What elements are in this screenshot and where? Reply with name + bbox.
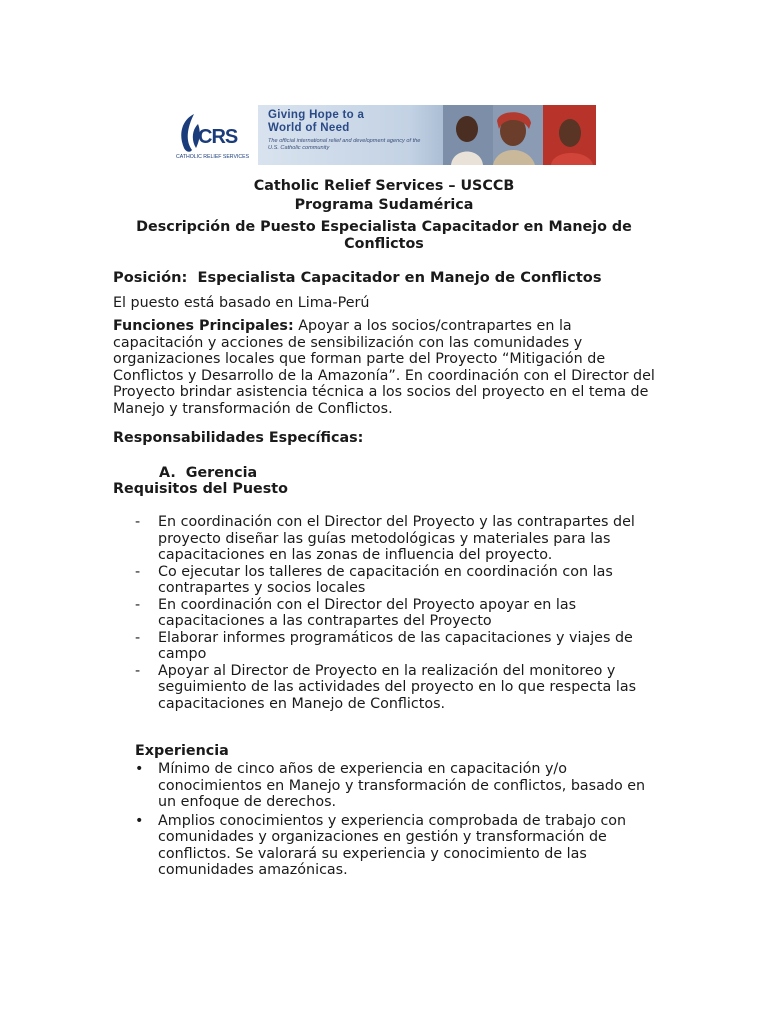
experience-heading: Experiencia [135,743,229,759]
section-a-label: Gerencia [185,465,258,481]
title-organization: Catholic Relief Services – USCCB [253,178,515,194]
header [176,105,596,165]
dash-marker: - [135,596,141,613]
list-item [135,630,660,663]
functions-label: Funciones Principales: [113,318,294,334]
list-item-text: Amplios conocimientos y experiencia comprobada de trabajo con comunidades y organizaciones en gestión y transformación de conflictos. Se valorará su experiencia y conocimiento de las comunidades amazónicas. [158,812,627,878]
dash-marker: - [135,514,141,530]
list-item [135,813,660,879]
title-job-description [110,219,658,252]
list-item [135,514,660,564]
banner-tagline-1: Giving Hope to a [268,109,365,121]
functions-text: Apoyar a los socios/contrapartes en la capacitación y acciones de sensibilización con las comunidades y organizaciones locales que forman parte del Proyecto “Mitigación de Conflictos y Desarrollo de la Amazonía”. En coordinación con el Director del Proyecto brindar asistencia técnica a los socios del proyecto en el tema de Manejo y transformación de Conflictos. [113,318,655,417]
crs-logo-subtitle: CATHOLIC RELIEF SERVICES [176,154,250,160]
experience-list [135,761,660,881]
location-text: El puesto está basado en Lima-Perú [113,295,370,311]
list-item-text: Mínimo de cinco años de experiencia en capacitación y/o conocimientos en Manejo y transformación de conflictos, basado en un enfoque de derechos. [158,761,646,810]
functions-paragraph [113,318,658,417]
requirements-list [135,514,660,712]
dash-marker: - [135,629,141,646]
list-item-text: Apoyar al Director de Proyecto en la realización del monitoreo y seguimiento de las actividades del proyecto en lo que respecta las capacitaciones en Manejo de Conflictos. [158,662,637,712]
requirements-heading: Requisitos del Puesto [113,481,288,497]
crs-logo [176,110,256,165]
bullet-marker: • [135,812,144,829]
responsibilities-heading: Responsabilidades Específicas: [113,430,364,446]
banner-tagline [268,109,364,134]
banner [258,105,596,165]
banner-tagline-2: World of Need [268,121,350,134]
bullet-marker: • [135,761,144,777]
position-value: Especialista Capacitador en Manejo de Conflictos [197,269,602,286]
dash-marker: - [135,662,141,679]
list-item-text: En coordinación con el Director del Proyecto apoyar en las capacitaciones a las contrapartes del Proyecto [158,596,577,629]
banner-people-image [443,105,596,165]
section-a-marker: A. [159,465,176,481]
section-a-heading [159,465,704,482]
list-item-text: Co ejecutar los talleres de capacitación en coordinación con las contrapartes y socios locales [158,563,613,596]
list-item-text: Elaborar informes programáticos de las capacitaciones y viajes de campo [158,629,633,662]
banner-subline: The official international relief and development agency of the U.S. Catholic community [268,138,421,151]
position-line [113,270,658,287]
dash-marker: - [135,563,141,580]
crs-logo-text: CRS [198,126,238,148]
list-item-text: En coordinación con el Director del Proyecto y las contrapartes del proyecto diseñar las guías metodológicas y materiales para las capacitaciones en las zonas de influencia del proyecto. [158,514,635,563]
list-item [135,663,660,713]
title-job-description-line2: Conflictos [344,235,424,252]
list-item [135,761,660,811]
list-item [135,597,660,630]
list-item [135,564,660,597]
title-program: Programa Sudamérica [294,197,474,213]
position-label: Posición: [113,269,188,286]
title-job-description-line1: Descripción de Puesto Especialista Capacitador en Manejo de [136,219,632,235]
